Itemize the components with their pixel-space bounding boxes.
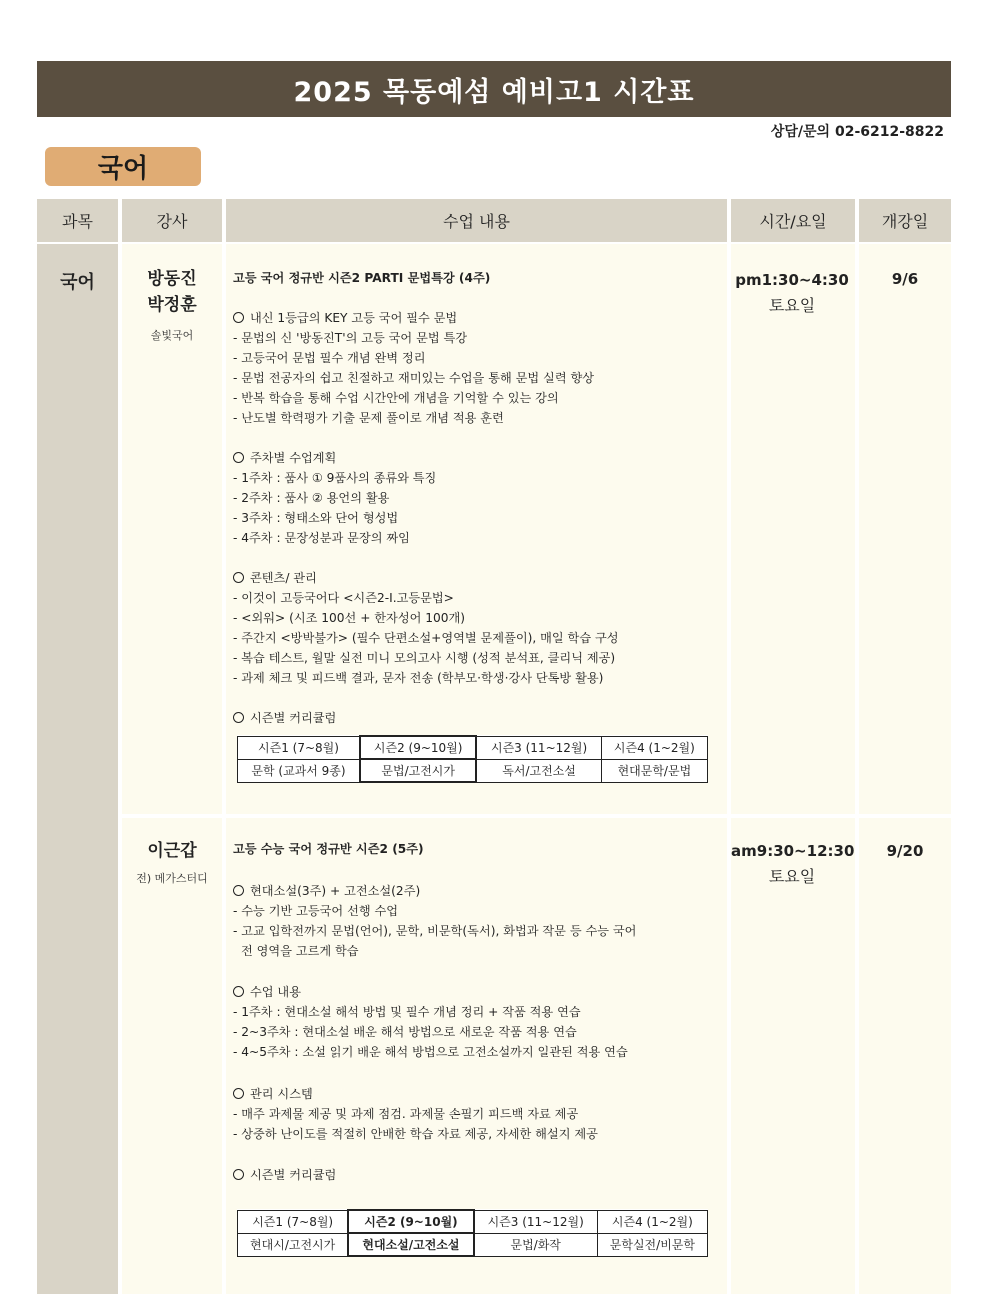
- list-item: 전 영역을 고르게 학습: [241, 943, 359, 958]
- circle-bullet-icon: [233, 986, 244, 997]
- course-title: 고등 수능 국어 정규반 시즌2 (5주): [233, 842, 424, 856]
- row1-start-date: 9/6: [891, 270, 919, 288]
- row1-time: [731, 267, 853, 319]
- list-item: - 과제 체크 및 피드백 결과, 문자 전송 (학부모·학생·강사 단톡방 활용): [233, 671, 604, 685]
- row2-teacher-name: 이근갑: [147, 841, 197, 861]
- circle-bullet-icon: [233, 572, 244, 583]
- topic-cell: 현대시/고전시가: [238, 1233, 349, 1256]
- season-cell: 시즌1 (7~8월): [238, 1210, 349, 1233]
- header-content: 수업 내용: [226, 199, 727, 242]
- section-heading: 콘텐츠/ 관리: [233, 568, 723, 588]
- season-cell: 시즌3 (11~12월): [474, 1210, 598, 1233]
- row2-time: [731, 838, 853, 890]
- row1-curriculum-table: [237, 735, 708, 783]
- topic-cell: 문학 (교과서 9종): [238, 759, 360, 782]
- circle-bullet-icon: [233, 1088, 244, 1099]
- topic-cell: 독서/고전소설: [476, 759, 601, 782]
- topic-cell: 현대문학/문법: [601, 759, 707, 782]
- list-item: - 복습 테스트, 월말 실전 미니 모의고사 시행 (성적 분석표, 클리닉 제공): [233, 651, 616, 665]
- subject-tag: 국어: [45, 147, 201, 186]
- list-item: - 4주차 : 문장성분과 문장의 짜임: [233, 531, 410, 545]
- season-cell: 시즌1 (7~8월): [238, 736, 360, 759]
- row1-course-content: [233, 268, 723, 728]
- row1-teacher-name-1: 방동진: [147, 269, 197, 289]
- header-time: 시간/요일: [731, 199, 855, 242]
- class-day: 토요일: [768, 296, 816, 315]
- row2-course-content: [233, 839, 723, 1185]
- header-subject: 과목: [37, 199, 118, 242]
- row2-start-cell: [859, 818, 951, 1294]
- page-title: 2025 목동예섬 예비고1 시간표: [37, 61, 951, 117]
- list-item: - 1주차 : 품사 ① 9품사의 종류와 특징: [233, 471, 437, 485]
- row1-time-cell: [731, 244, 855, 814]
- list-item: - 수능 기반 고등국어 선행 수업: [233, 903, 399, 918]
- row2-teacher-affiliation: 전) 메가스터디: [136, 872, 208, 885]
- season-cell: 시즌4 (1~2월): [597, 1210, 707, 1233]
- list-item: - 문법의 신 '방동진T'의 고등 국어 문법 특강: [233, 331, 468, 345]
- list-item: - 매주 과제물 제공 및 과제 점검. 과제물 손필기 피드백 자료 제공: [233, 1106, 579, 1121]
- list-item: - 3주차 : 형태소와 단어 형성법: [233, 511, 399, 525]
- section-heading: 내신 1등급의 KEY 고등 국어 필수 문법: [233, 308, 723, 328]
- list-item: - 고교 입학전까지 문법(언어), 문학, 비문학(독서), 화법과 작문 등 수능 국어: [233, 923, 637, 938]
- circle-bullet-icon: [233, 712, 244, 723]
- row1-teacher-name-2: 박정훈: [147, 295, 197, 315]
- class-time: pm1:30~4:30: [735, 271, 849, 289]
- class-day: 토요일: [768, 867, 816, 886]
- list-item: - 이것이 고등국어다 <시즌2-Ⅰ.고등문법>: [233, 591, 454, 605]
- contact-info: 상담/문의 02-6212-8822: [770, 124, 944, 140]
- list-item: - 반복 학습을 통해 수업 시간안에 개념을 기억할 수 있는 강의: [233, 391, 559, 405]
- row2-curriculum-table: [237, 1209, 708, 1257]
- section-heading: 주차별 수업계획: [233, 448, 723, 468]
- row1-start-cell: [859, 244, 951, 814]
- section-heading: 관리 시스템: [233, 1084, 723, 1104]
- section-heading: 시즌별 커리큘럼: [233, 1165, 723, 1185]
- list-item: - 2주차 : 품사 ② 용언의 활용: [233, 491, 390, 505]
- season-cell: 시즌2 (9~10월): [348, 1210, 473, 1233]
- list-item: - 1주차 : 현대소설 해석 방법 및 필수 개념 정리 + 작품 적용 연습: [233, 1005, 581, 1019]
- header-teacher: 강사: [122, 199, 222, 242]
- header-start-date: 개강일: [859, 199, 951, 242]
- season-cell: 시즌4 (1~2월): [601, 736, 707, 759]
- list-item: - 상중하 난이도를 적절히 안배한 학습 자료 제공, 자세한 해설지 제공: [233, 1126, 598, 1141]
- course-title: 고등 국어 정규반 시즌2 PARTⅠ 문법특강 (4주): [233, 271, 491, 285]
- list-item: - 2~3주차 : 현대소설 배운 해석 방법으로 새로운 작품 적용 연습: [233, 1025, 577, 1039]
- circle-bullet-icon: [233, 1169, 244, 1180]
- list-item: - 난도별 학력평가 기출 문제 풀이로 개념 적용 훈련: [233, 411, 504, 425]
- section-heading: 수업 내용: [233, 982, 723, 1002]
- section-heading: 시즌별 커리큘럼: [233, 708, 723, 728]
- row2-start-date: 9/20: [886, 842, 924, 860]
- list-item: - 주간지 <방박불가> (필수 단편소설+영역별 문제풀이), 매일 학습 구성: [233, 631, 619, 645]
- list-item: - 문법 전공자의 쉽고 친절하고 재미있는 수업을 통해 문법 실력 향상: [233, 371, 595, 385]
- list-item: - <외워> (시조 100선 + 한자성어 100개): [233, 611, 466, 625]
- season-cell: 시즌3 (11~12월): [476, 736, 601, 759]
- subject-column: [37, 244, 118, 1294]
- circle-bullet-icon: [233, 452, 244, 463]
- topic-cell: 현대소설/고전소설: [348, 1233, 473, 1256]
- circle-bullet-icon: [233, 885, 244, 896]
- topic-cell: 문법/고전시가: [360, 759, 476, 782]
- section-heading: 현대소설(3주) + 고전소설(2주): [233, 881, 723, 901]
- row2-teacher-cell: [122, 818, 222, 1294]
- topic-cell: 문법/화작: [474, 1233, 598, 1256]
- season-cell: 시즌2 (9~10월): [360, 736, 476, 759]
- list-item: - 4~5주차 : 소설 읽기 배운 해석 방법으로 고전소설까지 일관된 적용 연습: [233, 1045, 628, 1059]
- subject-name: 국어: [60, 272, 95, 293]
- circle-bullet-icon: [233, 312, 244, 323]
- class-time: am9:30~12:30: [731, 842, 855, 860]
- list-item: - 고등국어 문법 필수 개념 완벽 정리: [233, 351, 426, 365]
- row1-teacher-affiliation: 솔빛국어: [150, 329, 194, 342]
- topic-cell: 문학실전/비문학: [597, 1233, 707, 1256]
